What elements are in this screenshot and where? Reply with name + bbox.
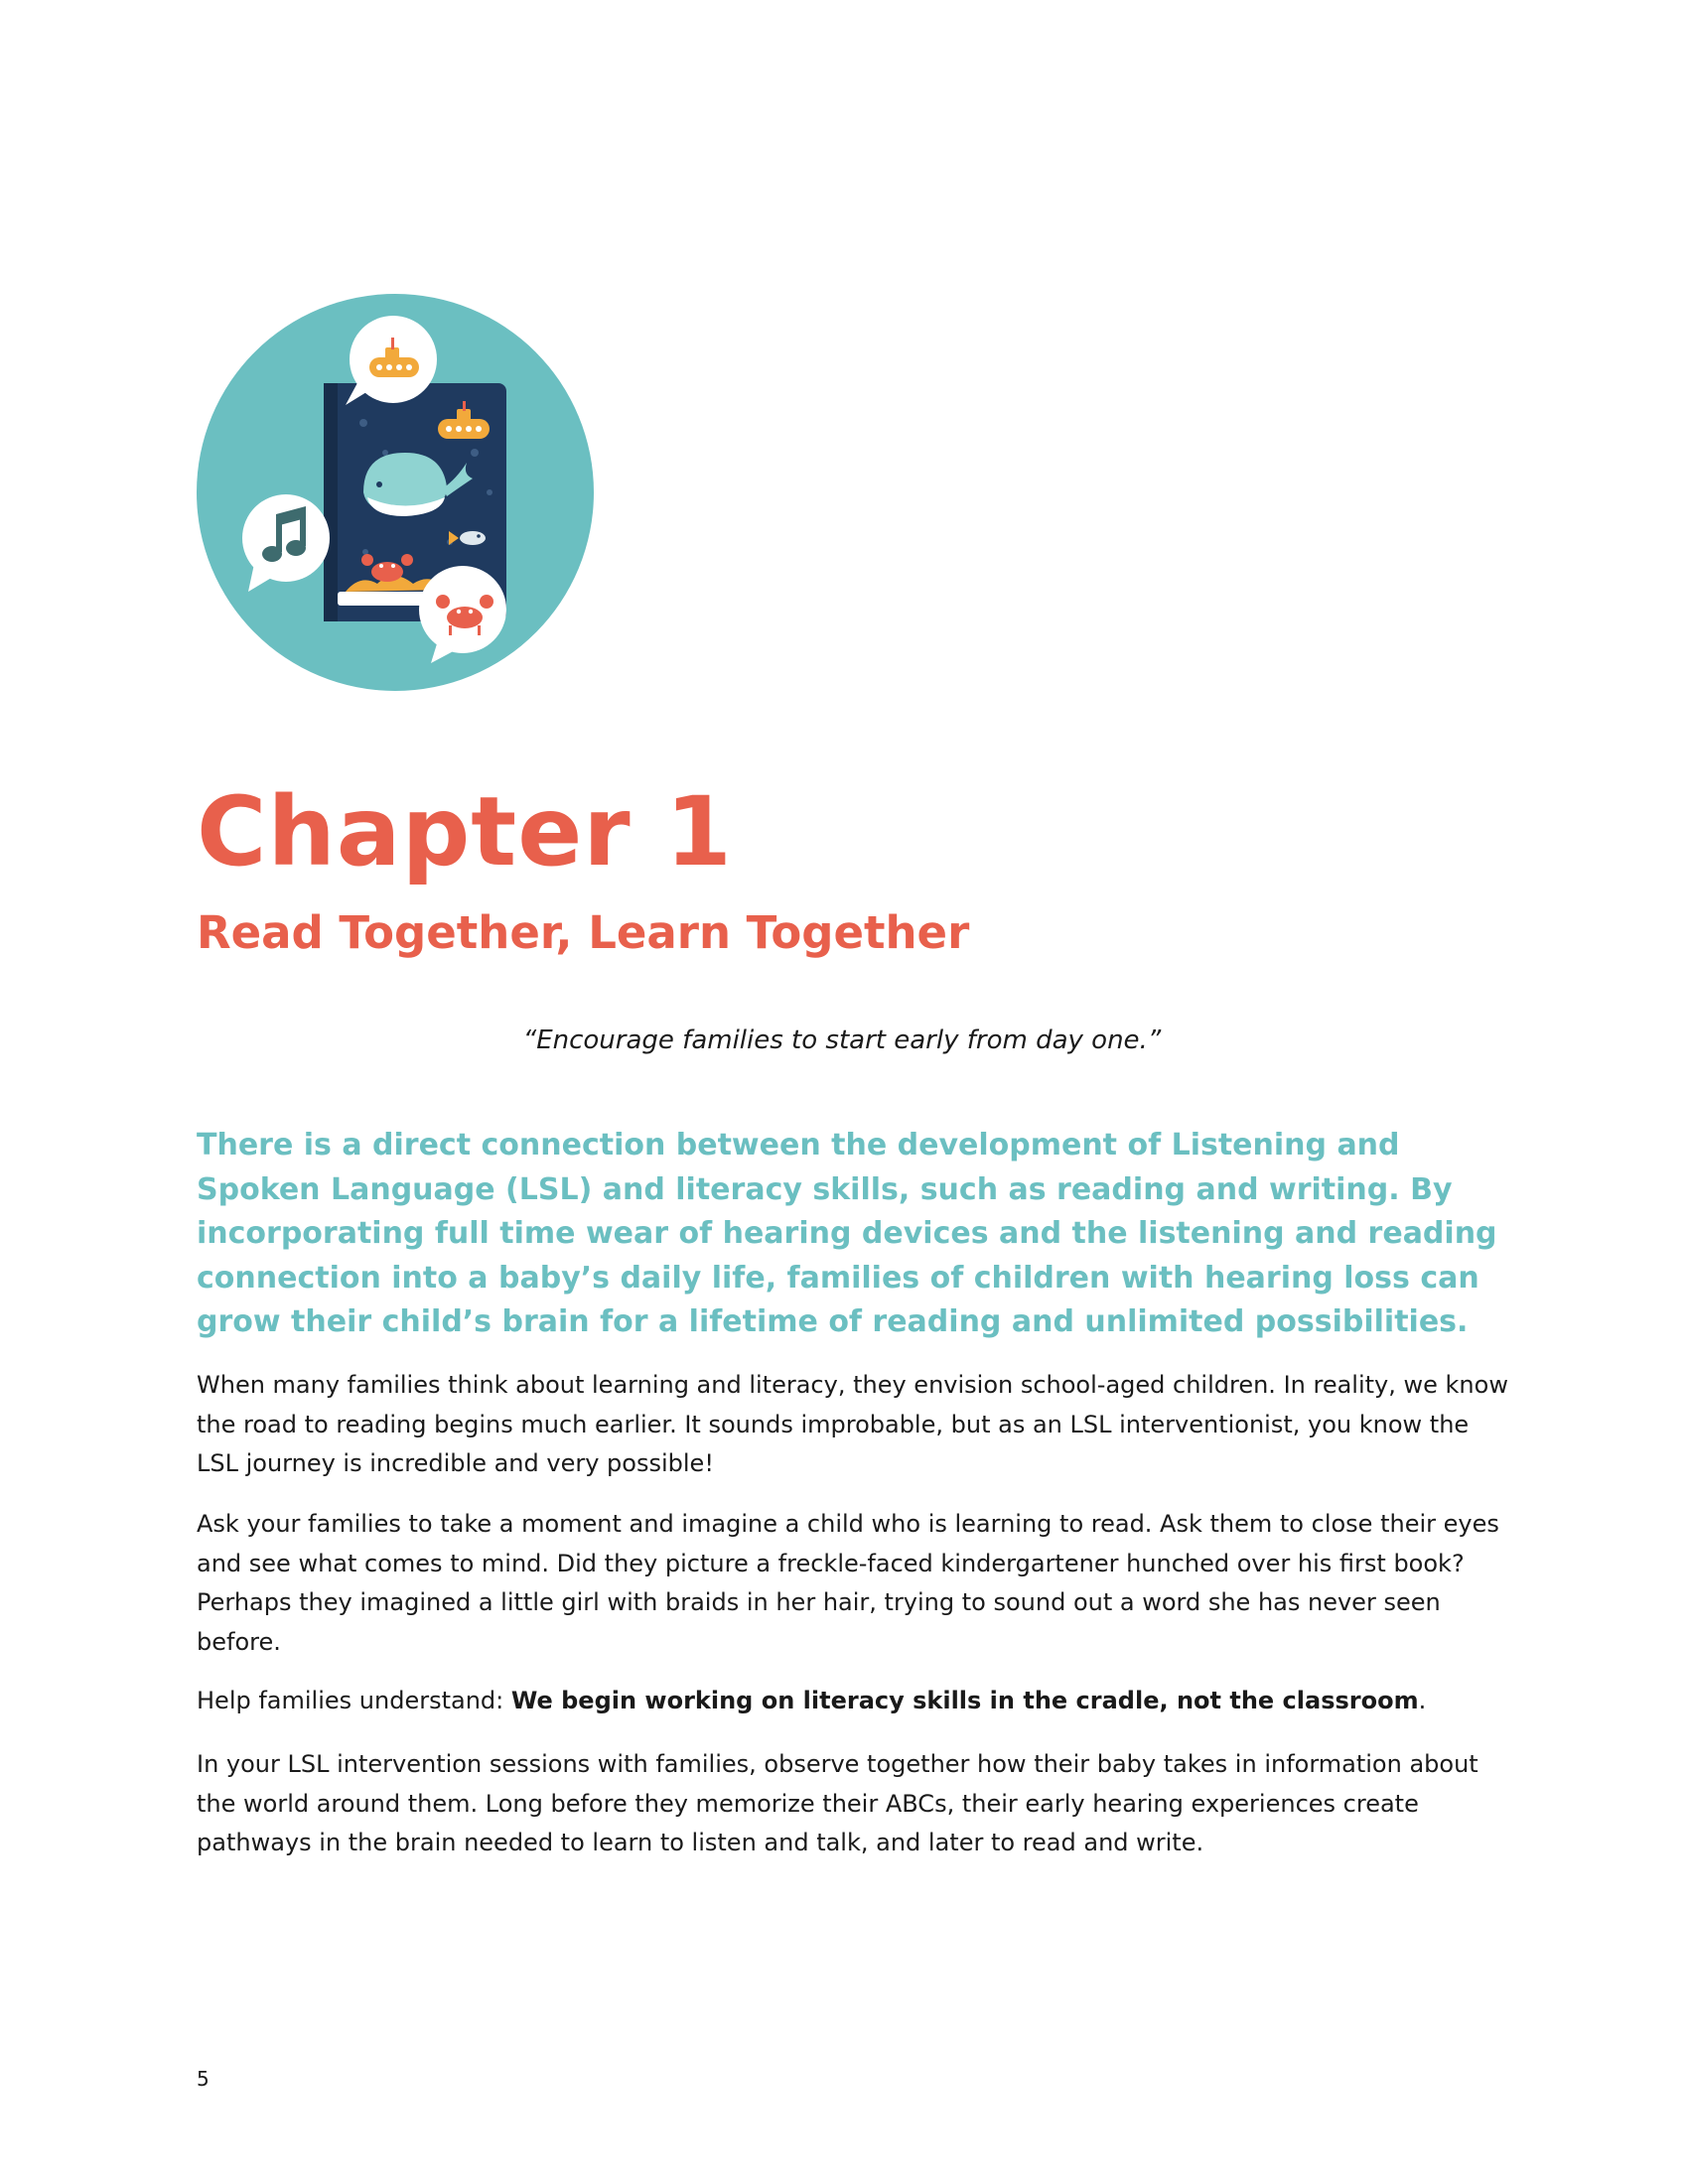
paragraph-3-emphasis: We begin working on literacy skills in the cradle, not the classroom (510, 1687, 1419, 1714)
page-number: 5 (197, 2067, 210, 2091)
chapter-title: Chapter 1 (197, 776, 733, 887)
body-paragraph-2: Ask your families to take a moment and imagine a child who is learning to read. Ask them to close their eyes and see what comes to mind. Did they picture a freckle-faced kindergartener hunched over his first book? Perhaps they imagined a little girl with braids in her hair, trying to sound out a word she has never seen before. (197, 1510, 1499, 1656)
lead-paragraph: There is a direct connection between the development of Listening and Spoken Language (LSL) and literacy skills, such as reading and writing. By incorporating full time wear of hearing devices and the listening and reading connection into a baby’s daily life, families of children with hearing loss can grow their child’s brain for a lifetime of reading and unlimited possibilities. (197, 1128, 1497, 1339)
pull-quote: “Encourage families to start early from day one.” (522, 1025, 1162, 1055)
chapter-illustration (197, 294, 594, 691)
body-paragraph-3 (197, 1682, 1517, 1721)
body-paragraph-4: In your LSL intervention sessions with families, observe together how their baby takes in information about the world around them. Long before they memorize their ABCs, their early hearing experiences create pathways in the brain needed to learn to listen and talk, and later to read and write. (197, 1750, 1478, 1856)
chapter-subtitle: Read Together, Learn Together (197, 906, 970, 959)
paragraph-3-intro: Help families understand: (197, 1687, 511, 1714)
paragraph-3-end: . (1418, 1687, 1427, 1714)
body-paragraph-1: When many families think about learning and literacy, they envision school-aged children. In reality, we know the road to reading begins much earlier. It sounds improbable, but as an LSL interventionist, you know the LSL journey is incredible and very possible! (197, 1371, 1508, 1477)
book-illustration (197, 294, 594, 691)
